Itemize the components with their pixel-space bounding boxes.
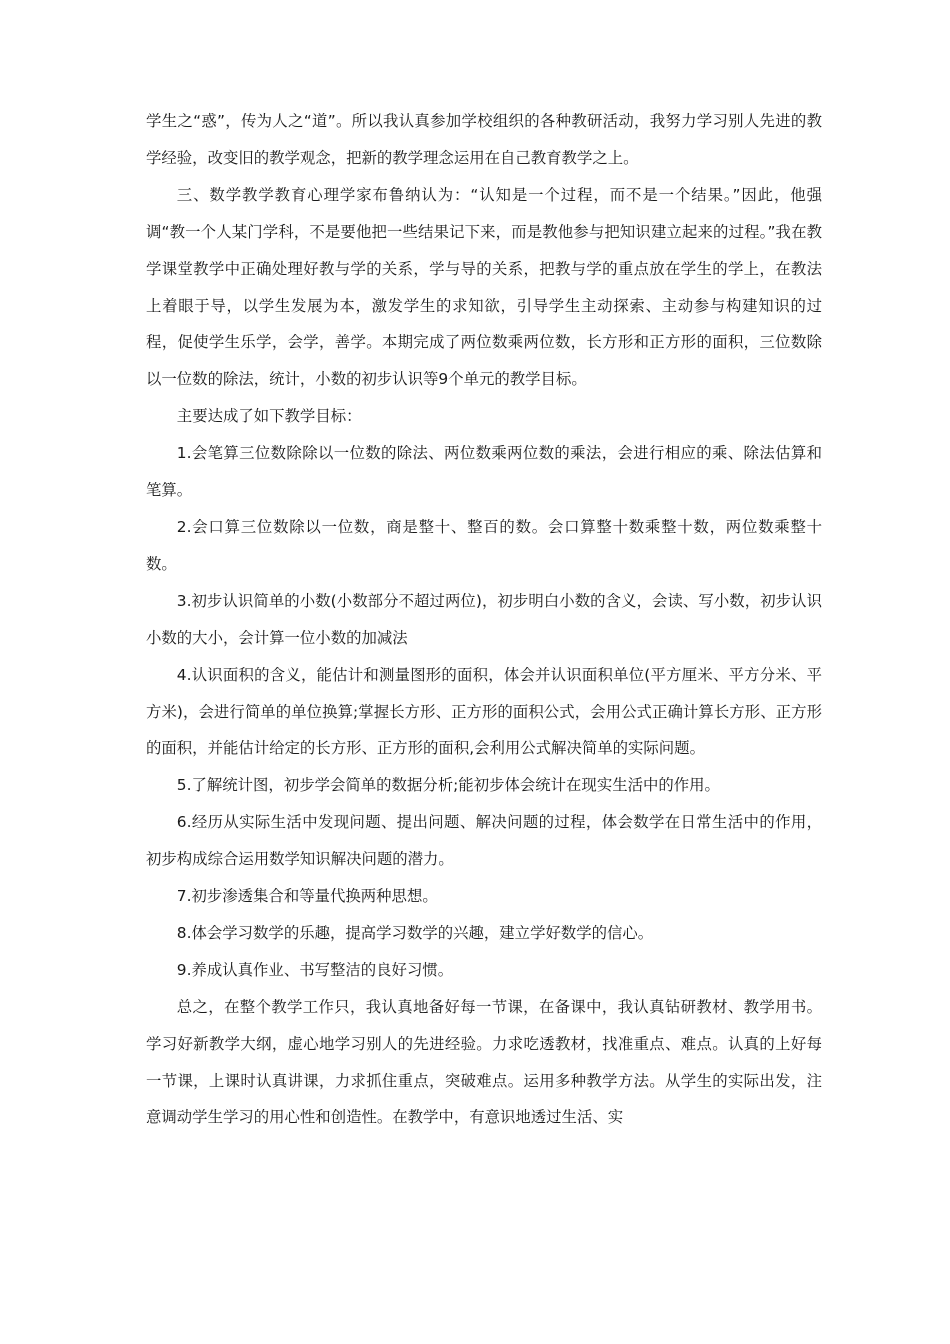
goal-item-8: 8.体会学习数学的乐趣，提高学习数学的兴趣，建立学好数学的信心。: [176, 923, 654, 942]
paragraph-section-three: 三、数学教学教育心理学家布鲁纳认为：“认知是一个过程，而不是一个结果。”因此，他强调“教一个人某门学科，不是要他把一些结果记下来，而是教他参与把知识建立起来的过程。”我在教学课堂教学中正确处理好教与学的关系，学与导的关系，把教与学的重点放在学生的学上，在教法上着眼于导，以学生发展为本，激发学生的求知欲，引导学生主动探索、主动参与构建知识的过程，促使学生乐学，会学，善学。本期完成了两位数乘两位数，长方形和正方形的面积，三位数除以一位数的除法，统计，小数的初步认识等9个单元的教学目标。: [146, 185, 822, 389]
document-body: [146, 103, 822, 1136]
goal-item-6: 6.经历从实际生活中发现问题、提出问题、解决问题的过程，体会数学在日常生活中的作用，初步构成综合运用数学知识解决问题的潜力。: [146, 813, 822, 869]
goal-item-5: 5.了解统计图，初步学会简单的数据分析;能初步体会统计在现实生活中的作用。: [176, 776, 720, 795]
paragraph-intro-continuation: 学生之“惑”，传为人之“道”。所以我认真参加学校组织的各种教研活动，我努力学习别人先进的教学经验，改变旧的教学观念，把新的教学理念运用在自己教育教学之上。: [146, 112, 822, 167]
goal-item-9: 9.养成认真作业、书写整洁的良好习惯。: [176, 960, 454, 979]
paragraph-summary: 总之，在整个教学工作只，我认真地备好每一节课，在备课中，我认真钻研教材、教学用书。学习好新教学大纲，虚心地学习别人的先进经验。力求吃透教材，找准重点、难点。认真的上好每一节课，上课时认真讲课，力求抓住重点，突破难点。运用多种教学方法。从学生的实际出发，注意调动学生学习的用心性和创造性。在教学中，有意识地透过生活、实: [146, 997, 822, 1127]
goal-item-3: 3.初步认识简单的小数(小数部分不超过两位)，初步明白小数的含义，会读、写小数，初步认识小数的大小，会计算一位小数的加减法: [146, 591, 822, 647]
paragraph-goals-heading: 主要达成了如下教学目标：: [176, 407, 362, 426]
goal-item-1: 1.会笔算三位数除除以一位数的除法、两位数乘两位数的乘法，会进行相应的乘、除法估算和笔算。: [146, 444, 822, 500]
goal-item-4: 4.认识面积的含义，能估计和测量图形的面积，体会并认识面积单位(平方厘米、平方分米、平方米)，会进行简单的单位换算;掌握长方形、正方形的面积公式，会用公式正确计算长方形、正方形的面积，并能估计给定的长方形、正方形的面积,会利用公式解决简单的实际问题。: [146, 665, 822, 758]
goal-item-7: 7.初步渗透集合和等量代换两种思想。: [176, 887, 438, 906]
goal-item-2: 2.会口算三位数除以一位数，商是整十、整百的数。会口算整十数乘整十数，两位数乘整十数。: [146, 517, 822, 573]
